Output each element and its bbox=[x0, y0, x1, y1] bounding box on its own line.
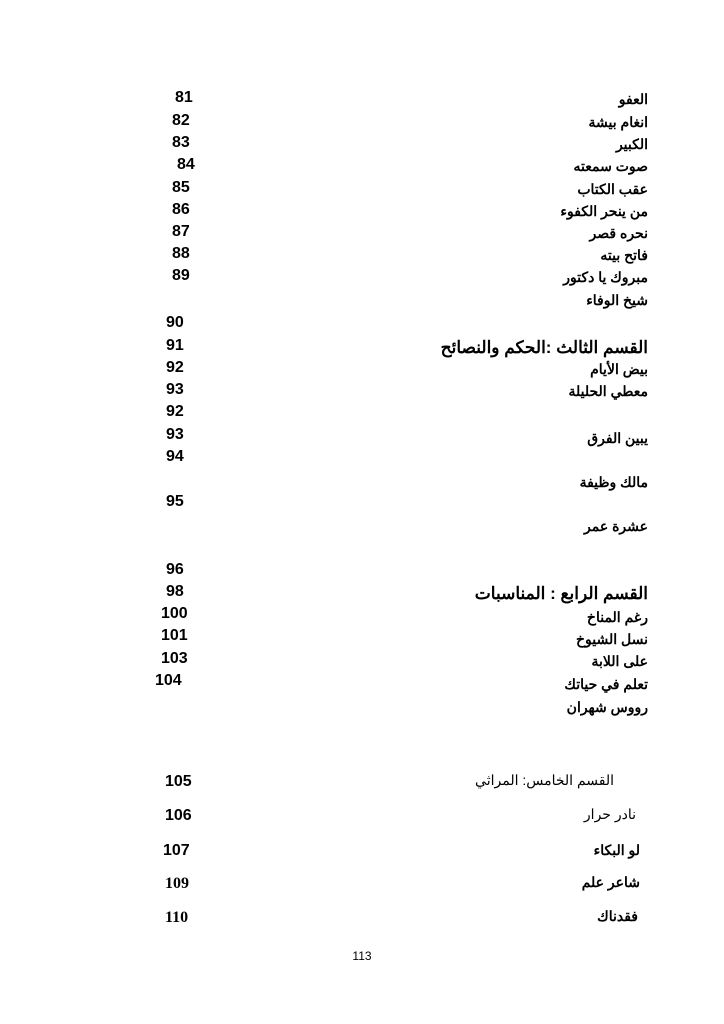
toc-title: صوت سمعته bbox=[573, 158, 648, 174]
toc-page-number: 92 bbox=[166, 359, 184, 376]
toc-title: شاعر علم bbox=[581, 874, 640, 890]
page-footer-number: 113 bbox=[352, 949, 372, 963]
toc-page-number: 101 bbox=[161, 627, 188, 644]
toc-title: العفو bbox=[618, 91, 648, 107]
toc-title: من ينحر الكفوء bbox=[560, 203, 648, 219]
toc-page-number: 81 bbox=[175, 89, 193, 106]
toc-title: بيض الأيام bbox=[590, 361, 648, 377]
toc-page-number: 94 bbox=[166, 448, 184, 465]
toc-page-number: 85 bbox=[172, 179, 190, 196]
toc-page-number: 95 bbox=[166, 493, 184, 510]
toc-page-number: 96 bbox=[166, 561, 184, 578]
toc-page-number: 109 bbox=[165, 875, 189, 892]
toc-page-number: 100 bbox=[161, 605, 188, 622]
toc-page-number: 83 bbox=[172, 134, 190, 151]
section-heading: القسم الثالث :الحكم والنصائح bbox=[440, 338, 648, 357]
toc-title: رغم المناخ bbox=[586, 609, 648, 625]
toc-page-number: 90 bbox=[166, 314, 184, 331]
toc-title: معطي الحليلة bbox=[568, 383, 648, 399]
toc-page-number: 110 bbox=[165, 909, 189, 926]
toc-title: مالك وظيفة bbox=[579, 474, 648, 490]
toc-title: تعلم في حياتك bbox=[564, 676, 648, 692]
toc-page-number: 104 bbox=[155, 672, 182, 689]
toc-title: مبروك يا دكتور bbox=[563, 269, 648, 285]
toc-page-number: 93 bbox=[166, 426, 184, 443]
toc-page-number: 86 bbox=[172, 201, 190, 218]
toc-page-number: 88 bbox=[172, 245, 190, 262]
toc-page-number: 89 bbox=[172, 267, 190, 284]
toc-title: عشرة عمر bbox=[584, 518, 648, 534]
toc-page-number: 106 bbox=[165, 807, 192, 824]
toc-page-number: 92 bbox=[166, 403, 184, 420]
toc-title: الكبير bbox=[615, 136, 648, 152]
toc-page-number: 93 bbox=[166, 381, 184, 398]
toc-title: على اللابة bbox=[591, 653, 648, 669]
toc-title: يبين الفرق bbox=[587, 430, 648, 446]
toc-page-number: 105 bbox=[165, 773, 192, 790]
toc-title: نسل الشيوخ bbox=[575, 631, 648, 647]
toc-page-number: 82 bbox=[172, 112, 190, 129]
toc-title: انغام بيشة bbox=[588, 114, 648, 130]
toc-title: نادر حرار bbox=[583, 806, 636, 822]
toc-title: عقب الكتاب bbox=[577, 181, 648, 197]
toc-page-number: 103 bbox=[161, 650, 188, 667]
toc-page-number: 107 bbox=[163, 842, 190, 859]
toc-title: لو البكاء bbox=[593, 842, 640, 858]
toc-title: شيخ الوفاء bbox=[586, 292, 648, 308]
section-heading: القسم الخامس: المراثي bbox=[475, 772, 614, 788]
toc-page-number: 84 bbox=[177, 156, 195, 173]
toc-page-number: 98 bbox=[166, 583, 184, 600]
toc-page-number: 91 bbox=[166, 337, 184, 354]
toc-title: فاتح بيته bbox=[600, 247, 648, 263]
toc-title: نحره قصر bbox=[589, 225, 648, 241]
section-heading: القسم الرابع : المناسبات bbox=[474, 584, 648, 603]
toc-title: فقدناك bbox=[597, 908, 638, 924]
toc-title: رووس شهران bbox=[566, 699, 648, 715]
toc-page-number: 87 bbox=[172, 223, 190, 240]
